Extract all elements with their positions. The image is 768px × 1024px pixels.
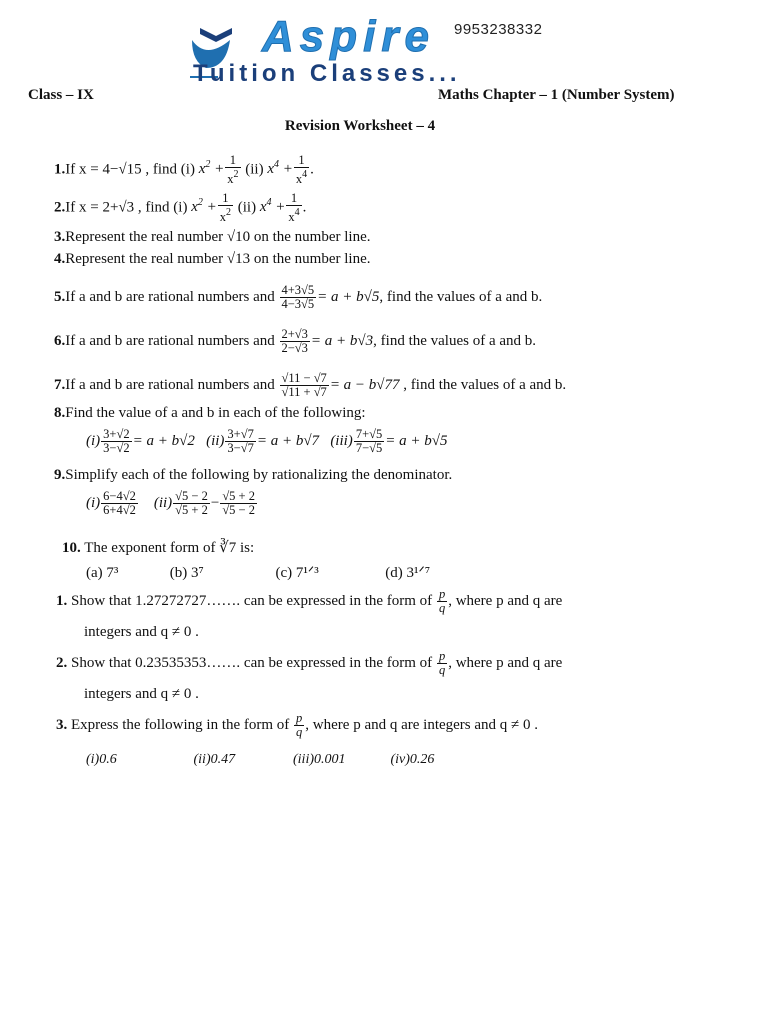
question-9-parts: (i) $\frac{6-4√2}{6+4√2}$ (ii) $\frac{√5 - 2}{√5 + 2}$ − $\frac{√5 + 2}{√5 - 2}$ — [86, 489, 255, 517]
brand-tagline: Tuition Classes... — [193, 60, 461, 87]
question-r1: 1. Show that 1.27272727……. can be expressed in the form of $\frac{p}{q}$ , where p and q are — [56, 587, 563, 615]
question-r3: 3. Express the following in the form of $\frac{p}{q}$ , where p and q are integers and q ≠ 0 . — [56, 711, 539, 739]
class-label: Class – IX — [28, 87, 94, 103]
question-10: 10. The exponent form of ∛7 is: — [62, 540, 255, 556]
question-7: 7.If a and b are rational numbers and $\frac{√11 - √7}{√11 + √7}$ = a − b√77 , find the values of a and b. — [54, 371, 567, 399]
question-3: 3.Represent the real number √10 on the number line. — [54, 229, 371, 245]
question-r2: 2. Show that 0.23535353……. can be expressed in the form of $\frac{p}{q}$ , where p and q are — [56, 649, 563, 677]
question-5: 5.If a and b are rational numbers and $\frac{4+3√5}{4-3√5}$ = a + b√5, find the values of a and b. — [54, 283, 543, 311]
worksheet-title: Revision Worksheet – 4 — [284, 118, 436, 134]
question-r2-line2: integers and q ≠ 0 . — [84, 686, 199, 702]
question-1: 1.If x = 4−√15 , find (i) $x^2$ + $\frac{1}{x^2}$ (ii) $x^4$ + $\frac{1}{x^4}$ . — [54, 153, 314, 186]
question-4: 4.Represent the real number √13 on the number line. — [54, 251, 371, 267]
question-2: 2.If x = 2+√3 , find (i) $x^2$ + $\frac{1}{x^2}$ (ii) $x^4$ + $\frac{1}{x^4}$ . — [54, 191, 307, 224]
question-r1-line2: integers and q ≠ 0 . — [84, 624, 199, 640]
question-6: 6.If a and b are rational numbers and $\frac{2+√3}{2-√3}$ = a + b√3, find the values of a and b. — [54, 327, 537, 355]
chapter-label: Maths Chapter – 1 (Number System) — [438, 87, 675, 103]
phone-number: 9953238332 — [454, 21, 543, 38]
question-8: 8.Find the value of a and b in each of the following: — [54, 405, 366, 421]
question-r3-items: (i)0.6 (ii)0.47 (iii)0.001 (iv)0.26 — [86, 752, 435, 767]
question-9: 9.Simplify each of the following by rationalizing the denominator. — [54, 467, 453, 483]
brand-name: Aspire — [262, 12, 435, 61]
question-8-parts: (i) $\frac{3+√2}{3-√2}$ = a + b√2 (ii) $\frac{3+√7}{3-√7}$ = a + b√7 (iii) $\frac{7+√5}{7-√5}$ = a + b√5 — [86, 427, 448, 455]
question-10-options: (a) 7³ (b) 3⁷ (c) 7¹ᐟ³ (d) 3¹ᐟ⁷ — [86, 565, 431, 581]
